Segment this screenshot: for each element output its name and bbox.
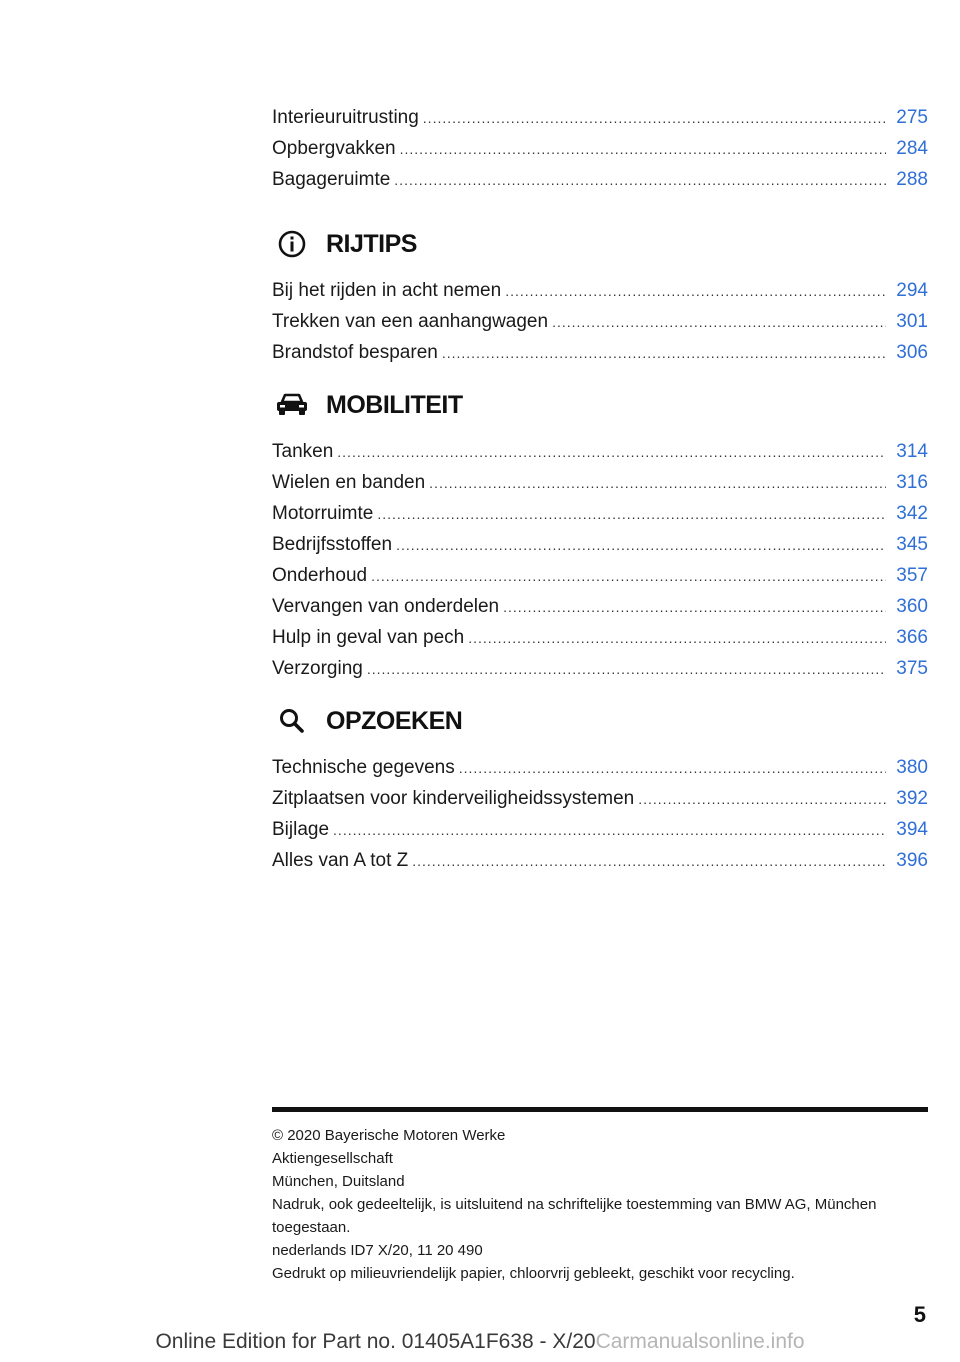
toc-page-link[interactable]: 306 [896,342,928,363]
toc-entry-label: Verzorging [272,658,363,679]
toc-entry[interactable] [272,591,928,622]
toc-page-link[interactable]: 345 [896,534,928,555]
leader-dots [377,499,886,530]
toc-page-link[interactable]: 375 [896,658,928,679]
toc-group-top [272,102,928,195]
toc-page-link[interactable]: 288 [896,169,928,190]
toc-entry[interactable] [272,306,928,337]
leader-dots [337,437,886,468]
toc-entry-label: Vervangen van onderdelen [272,596,500,617]
section-header [272,690,928,752]
toc-entry-label: Hulp in geval van pech [272,627,465,648]
toc-page-link[interactable]: 360 [896,596,928,617]
car-icon [272,385,312,425]
toc-page-link[interactable]: 316 [896,472,928,493]
imprint-edition-id: nederlands ID7 X/20, 11 20 490 [272,1242,483,1259]
leader-dots [423,103,887,134]
section-title: OPZOEKEN [326,706,463,735]
toc-page-link[interactable]: 392 [896,788,928,809]
page-number: 5 [913,1302,926,1327]
toc-entry[interactable] [272,337,928,368]
leader-dots [459,753,887,784]
toc-page-link[interactable]: 357 [896,565,928,586]
leader-dots [442,338,886,369]
toc-entry-label: Bijlage [272,819,330,840]
leader-dots [429,468,886,499]
toc-entry[interactable] [272,845,928,876]
imprint [272,1124,928,1285]
toc-entry[interactable] [272,560,928,591]
toc-entry[interactable] [272,102,928,133]
leader-dots [333,815,886,846]
leader-dots [503,592,886,623]
info-icon [272,224,312,264]
leader-dots [394,165,886,196]
toc-page-link[interactable]: 396 [896,850,928,871]
leader-dots [412,846,886,877]
leader-dots [552,307,886,338]
toc-entry-label: Interieuruitrusting [272,107,419,128]
toc-section-mobiliteit [272,374,928,684]
toc-entry-label: Technische gegevens [272,757,455,778]
table-of-contents [272,102,928,876]
leader-dots [400,134,887,165]
toc-entry-label: Tanken [272,441,334,462]
section-header [272,213,928,275]
toc-page-link[interactable]: 294 [896,280,928,301]
toc-entry[interactable] [272,752,928,783]
leader-dots [396,530,886,561]
imprint-copyright: © 2020 Bayerische Motoren Werke [272,1127,506,1144]
toc-page-link[interactable]: 301 [896,311,928,332]
toc-entry[interactable] [272,814,928,845]
edition-text: Online Edition for Part no. 01405A1F638 - X/20 [155,1330,596,1353]
footer-rule [272,1107,928,1112]
leader-dots [468,623,886,654]
imprint-reprint-notice: Nadruk, ook gedeeltelijk, is uitsluitend na schriftelijke toestemming van BMW AG, München toegestaan. [272,1196,877,1236]
leader-dots [371,561,886,592]
toc-entry[interactable] [272,529,928,560]
edition-watermark [0,1330,960,1354]
toc-entry-label: Opbergvakken [272,138,396,159]
toc-page-link[interactable]: 380 [896,757,928,778]
toc-page-link[interactable]: 314 [896,441,928,462]
toc-page-link[interactable]: 366 [896,627,928,648]
toc-entry-label: Bij het rijden in acht nemen [272,280,502,301]
toc-section-rijtips [272,213,928,368]
site-watermark: Carmanualsonline.info [595,1330,805,1353]
toc-entry-label: Bagageruimte [272,169,391,190]
toc-section-opzoeken [272,690,928,876]
toc-entry-label: Brandstof besparen [272,342,438,363]
search-icon [272,701,312,741]
section-title: RIJTIPS [326,229,417,258]
imprint-paper-notice: Gedrukt op milieuvriendelijk papier, chloorvrij gebleekt, geschikt voor recycling. [272,1265,795,1282]
toc-entry-label: Alles van A tot Z [272,850,409,871]
toc-entry-label: Zitplaatsen voor kinderveiligheidssystemen [272,788,635,809]
toc-entry[interactable] [272,164,928,195]
toc-entry-label: Motorruimte [272,503,374,524]
toc-entry-label: Trekken van een aanhangwagen [272,311,549,332]
leader-dots [638,784,886,815]
toc-entry-label: Onderhoud [272,565,368,586]
toc-page-link[interactable]: 394 [896,819,928,840]
toc-entry[interactable] [272,467,928,498]
toc-page-link[interactable]: 342 [896,503,928,524]
toc-entry[interactable] [272,783,928,814]
toc-entry[interactable] [272,622,928,653]
toc-page-link[interactable]: 275 [896,107,928,128]
leader-dots [367,654,886,685]
leader-dots [505,276,886,307]
toc-page-link[interactable]: 284 [896,138,928,159]
section-title: MOBILITEIT [326,390,463,419]
toc-entry-label: Wielen en banden [272,472,426,493]
toc-entry[interactable] [272,133,928,164]
imprint-company: Aktiengesellschaft [272,1150,393,1167]
toc-entry-label: Bedrijfsstoffen [272,534,393,555]
toc-entry[interactable] [272,653,928,684]
imprint-location: München, Duitsland [272,1173,405,1190]
section-header [272,374,928,436]
toc-entry[interactable] [272,436,928,467]
toc-entry[interactable] [272,498,928,529]
toc-entry[interactable] [272,275,928,306]
